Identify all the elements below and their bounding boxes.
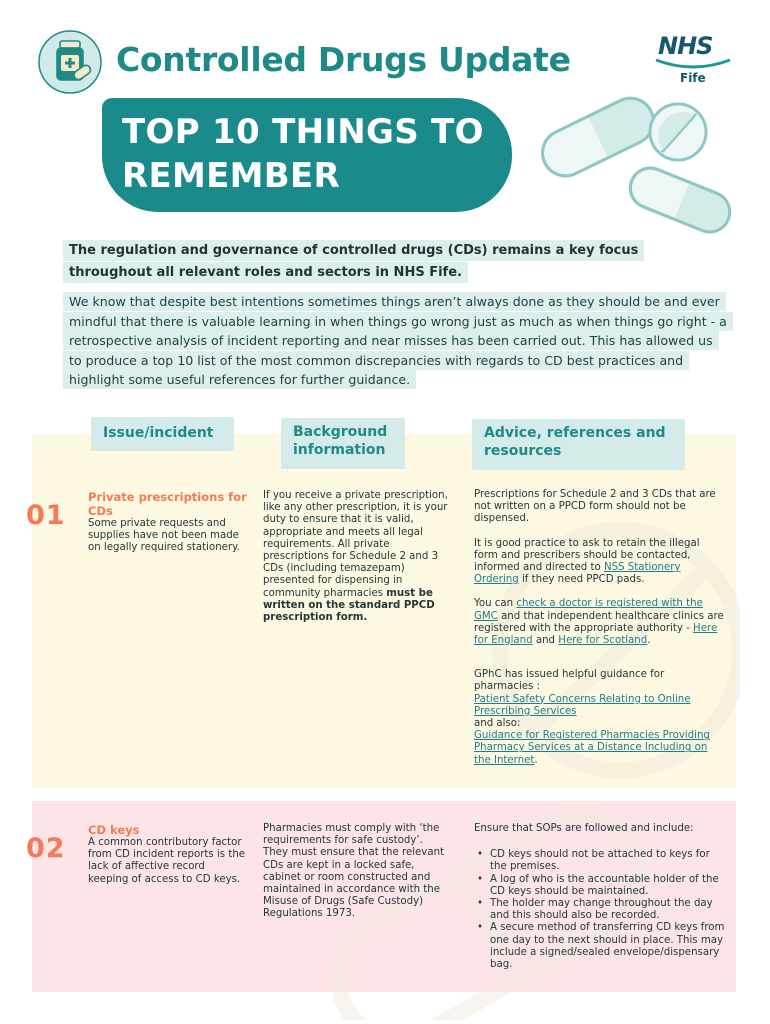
item-01-issue	[88, 490, 248, 555]
nhs-logo-fife: Fife	[680, 71, 706, 85]
list-item: • CD keys should not be attached to keys for the premises.	[474, 849, 726, 873]
scotland-link[interactable]: Here for Scotland	[558, 635, 648, 647]
logo-swoosh-icon	[654, 56, 732, 72]
column-header-advice: Advice, references and resources	[472, 419, 685, 470]
pills-illustration	[532, 94, 742, 236]
advice-text: You can	[474, 598, 514, 610]
item-01-background	[263, 490, 450, 624]
england-link[interactable]: Here for England	[474, 622, 718, 647]
item-title: CD keys	[88, 823, 140, 837]
nhs-logo-text: NHS	[658, 32, 713, 60]
advice-bullet-list	[474, 849, 726, 971]
item-02-advice	[474, 823, 726, 971]
advice-text: It is good practice to ask to retain the illegal form and prescribers should be contacted, informed and directed to	[474, 537, 700, 574]
gmc-check-link[interactable]: check a doctor is registered with the GMC	[474, 598, 703, 622]
advice-paragraph	[474, 598, 726, 647]
list-item: • The holder may change throughout the day and this should also be recorded.	[474, 898, 726, 922]
advice-text: .	[647, 635, 651, 647]
intro-highlight	[63, 239, 715, 283]
intro-body-text: We know that despite best intentions sometimes things aren’t always done as they should be and ever mindful that there is valuable learning in when things go wrong just as much as when things go right - a retrospective analysis of incident reporting and near misses has been carried out. This has allowed us to produce a top 10 list of the most common discrepancies with regards to CD best practices and highlight some useful references for further guidance.	[63, 292, 733, 389]
advice-text: and also:	[474, 718, 521, 730]
item-title: Private prescriptions for CDs	[88, 490, 247, 518]
item-02-issue	[88, 823, 248, 886]
advice-text: and	[535, 635, 556, 647]
advice-paragraph: Prescriptions for Schedule 2 and 3 CDs that are not written on a PPCD form should not be dispensed.	[474, 489, 716, 525]
background-text: If you receive a private prescription, like any other prescription, it is your duty to ensure that it is valid, appropriate and meets all legal requirements. All private prescriptions for Schedule 2 and 3 CDs (including temazepam) presented for dispensing in community pharmacies	[263, 490, 448, 599]
advice-text: and that independent healthcare clinics are registered with the appropriate authority -	[474, 610, 724, 634]
advice-text: if they need PPCD pads.	[521, 574, 645, 586]
nss-stationery-link[interactable]: NSS Stationery Ordering	[474, 562, 681, 586]
advice-paragraph	[474, 538, 726, 587]
banner-title: TOP 10 THINGS TO REMEMBER	[122, 112, 484, 196]
item-number: 01	[26, 500, 66, 531]
medicine-bottle-icon	[38, 30, 102, 94]
item-number: 02	[26, 833, 66, 864]
intro-body	[63, 291, 728, 389]
nhs-fife-logo	[652, 30, 734, 90]
background-bold-text: must be written on the standard PPCD prescription form.	[263, 587, 435, 624]
banner	[102, 98, 512, 212]
page-title: Controlled Drugs Update	[116, 40, 571, 79]
item-issue-text: Some private requests and supplies have not been made on legally required stationery.	[88, 518, 240, 554]
advice-text: .	[534, 754, 538, 766]
advice-intro: Ensure that SOPs are followed and include:	[474, 823, 694, 834]
advice-paragraph	[474, 669, 726, 767]
column-header-issue: Issue/incident	[91, 417, 234, 451]
item-issue-text: A common contributory factor from CD incident reports is the lack of affective record keeping of access to CD keys.	[88, 837, 246, 885]
item-02-background: Pharmacies must comply with ‘the requirements for safe custody’. They must ensure that the relevant CDs are kept in a locked safe, cabinet or room constructed and maintained in accordance with the Misuse of Drugs (Safe Custody) Regulations 1973.	[263, 823, 445, 920]
list-item: • A log of who is the accountable holder of the CD keys should be maintained.	[474, 874, 726, 898]
distance-pharmacy-link[interactable]: Guidance for Registered Pharmacies Providing Pharmacy Services at a Distance Including on the Internet	[474, 730, 710, 766]
intro-bold-text: The regulation and governance of controlled drugs (CDs) remains a key focus throughout all relevant roles and sectors in NHS Fife.	[63, 240, 644, 283]
item-01-advice	[474, 489, 726, 779]
column-header-background: Background information	[281, 418, 405, 469]
advice-text: GPhC has issued helpful guidance for pharmacies :	[474, 669, 665, 693]
online-prescribing-link[interactable]: Patient Safety Concerns Relating to Online Prescribing Services	[474, 693, 691, 717]
list-item: • A secure method of transferring CD keys from one day to the next should in place. This may include a signed/sealed envelope/dispensary bag.	[474, 922, 726, 971]
